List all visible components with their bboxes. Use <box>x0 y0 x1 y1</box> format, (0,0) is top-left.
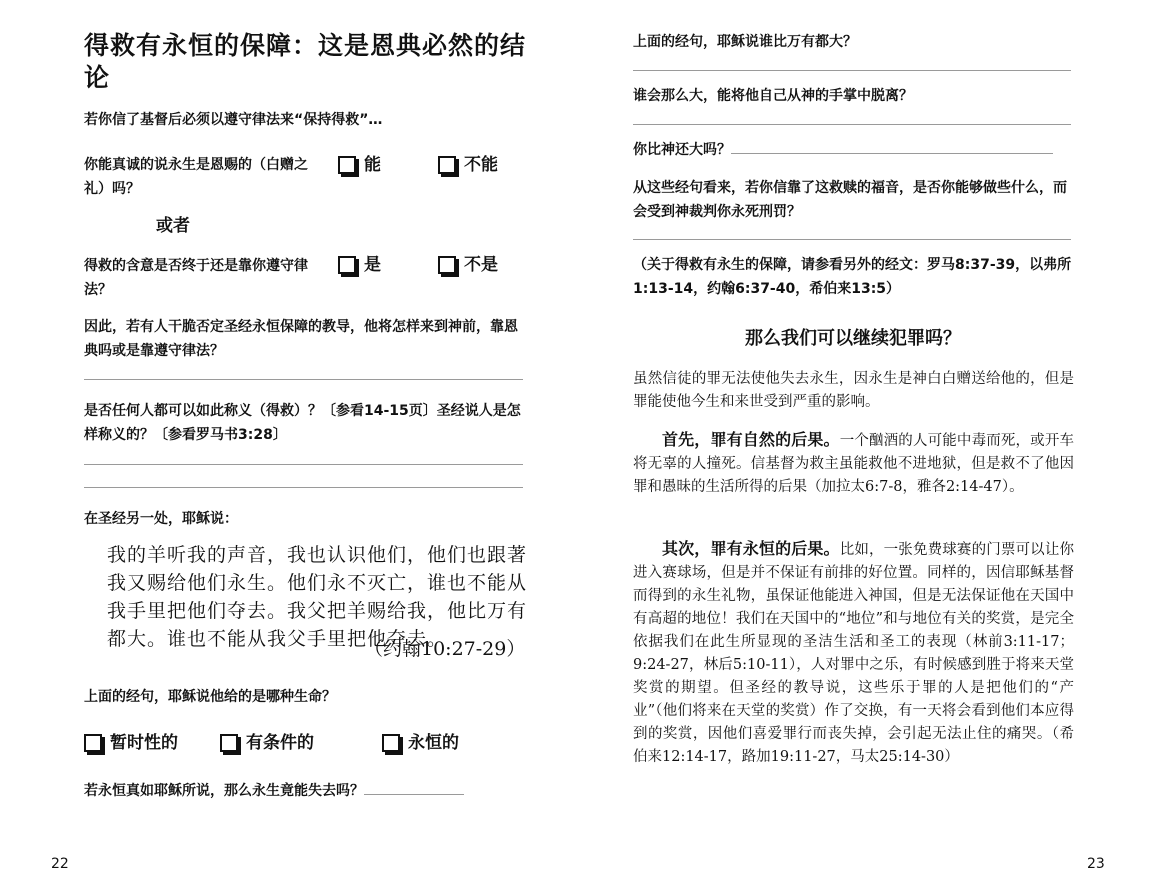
answer-line[interactable] <box>633 239 1071 240</box>
answer-line[interactable] <box>633 124 1071 125</box>
answer-line[interactable] <box>84 379 523 380</box>
lead-phrase: 首先，罪有自然的后果。 <box>662 430 840 449</box>
option-eternal[interactable]: 永恒的 <box>382 731 459 755</box>
page-title: 得救有永恒的保障：这是恩典必然的结论 <box>84 31 527 92</box>
checkbox[interactable] <box>84 734 102 752</box>
section-heading: 那么我们可以继续犯罪吗？ <box>745 328 961 349</box>
or-label: 或者 <box>156 216 190 236</box>
scripture-quote: 我的羊听我的声音，我也认识他们，他们也跟著我又赐给他们永生。他们永不灭亡，谁也不能从我手里把他们夺去。我父把羊赐给我，他比万有都大。谁也不能从我父手里把他夺去。 <box>107 544 528 650</box>
answer-line[interactable] <box>731 153 1053 154</box>
checkbox[interactable] <box>338 256 356 274</box>
paragraph-natural-consequence: 首先，罪有自然的后果。一个酗酒的人可能中毒而死，或开车将无辜的人撞死。信基督为救主虽能救他不进地狱，但是救不了他因罪和愚昧的生活所得的后果（加拉太6:7-8，雅各2:14-47）。 <box>633 430 1074 495</box>
answer-line[interactable] <box>364 794 464 795</box>
reference-note: （关于得救有永生的保障，请参看另外的经文：罗马8:37-39，以弗所1:13-14，约翰6:37-40，希伯来13:5） <box>633 257 1072 297</box>
option-conditional[interactable]: 有条件的 <box>220 731 314 755</box>
answer-line[interactable] <box>84 487 523 488</box>
question-greater: 上面的经句，耶稣说谁比万有都大？ <box>633 34 857 50</box>
lead-phrase: 其次，罪有永恒的后果。 <box>662 539 840 558</box>
checkbox[interactable] <box>438 156 456 174</box>
question-gift: 你能真诚的说永生是恩赐的（白赠之礼）吗？ <box>84 157 308 197</box>
checkbox[interactable] <box>438 256 456 274</box>
question-bigger-than-god: 你比神还大吗？ <box>633 138 1073 162</box>
checkbox[interactable] <box>382 734 400 752</box>
paragraph-eternal-consequence: 其次，罪有永恒的后果。比如，一张免费球赛的门票可以让你进入赛球场，但是并不保证有前排的好位置。同样的，因信耶稣基督而得到的永生礼物，虽保证他能进入神国，但是无法保证他在天国中有高超的地位！我们在天国中的“地位”和与地位有关的奖赏，是完全依据我们在此生所显现的圣洁生活和圣工的表现（林前3:11-17；9:24-27，林后5:10-11），人对罪中之乐，有时候感到胜于将来天堂奖赏的期望。但圣经的教导说，这些乐于罪的人是把他们的“产业”（他们将来在天堂的奖赏）作了交换，有一天将会看到他们本应得到的奖赏，因他们喜爱罪行而丧失掉，会引起无法止住的痛哭。（希伯来12:14-17，路加19:11-27，马太25:14-30） <box>633 539 1074 765</box>
question-escape: 谁会那么大，能将他自己从神的手掌中脱离？ <box>633 88 913 104</box>
answer-line[interactable] <box>84 464 523 465</box>
question-judgment: 从这些经句看来，若你信靠了这救赎的福音，是否你能够做些什么，而会受到神裁判你永死刑罚？ <box>633 180 1067 220</box>
paragraph-intro: 虽然信徒的罪无法使他失去永生，因永生是神白白赠送给他的，但是罪能使他今生和来世受到严重的影响。 <box>633 371 1074 410</box>
question-jesus-said: 在圣经另一处，耶稣说： <box>84 511 238 527</box>
question-lose-life: 若永恒真如耶稣所说，那么永生竟能失去吗？ <box>84 779 526 803</box>
page-number-right: 23 <box>1087 856 1105 872</box>
question-justify: 是否任何人都可以如此称义（得救）？〔参看14-15页〕圣经说人是怎样称义的？〔参看罗马书3:28〕 <box>84 403 521 443</box>
checkbox[interactable] <box>338 156 356 174</box>
question-law: 得救的含意是否终于还是靠你遵守律法？ <box>84 258 308 298</box>
option-no[interactable]: 不是 <box>438 253 498 277</box>
page-number-left: 22 <box>51 856 69 872</box>
intro-question: 若你信了基督后必须以遵守律法来“保持得救”… <box>84 112 383 128</box>
option-temporary[interactable]: 暂时性的 <box>84 731 178 755</box>
option-cannot[interactable]: 不能 <box>438 153 498 177</box>
checkbox[interactable] <box>220 734 238 752</box>
scripture-reference: （约翰10:27-29） <box>364 638 526 660</box>
question-deny: 因此，若有人干脆否定圣经永恒保障的教导，他将怎样来到神前，靠恩典吗或是靠遵守律法？ <box>84 319 518 359</box>
answer-line[interactable] <box>633 70 1071 71</box>
option-can[interactable]: 能 <box>338 153 381 177</box>
question-life-type: 上面的经句，耶稣说他给的是哪种生命？ <box>84 689 336 705</box>
option-yes[interactable]: 是 <box>338 253 381 277</box>
